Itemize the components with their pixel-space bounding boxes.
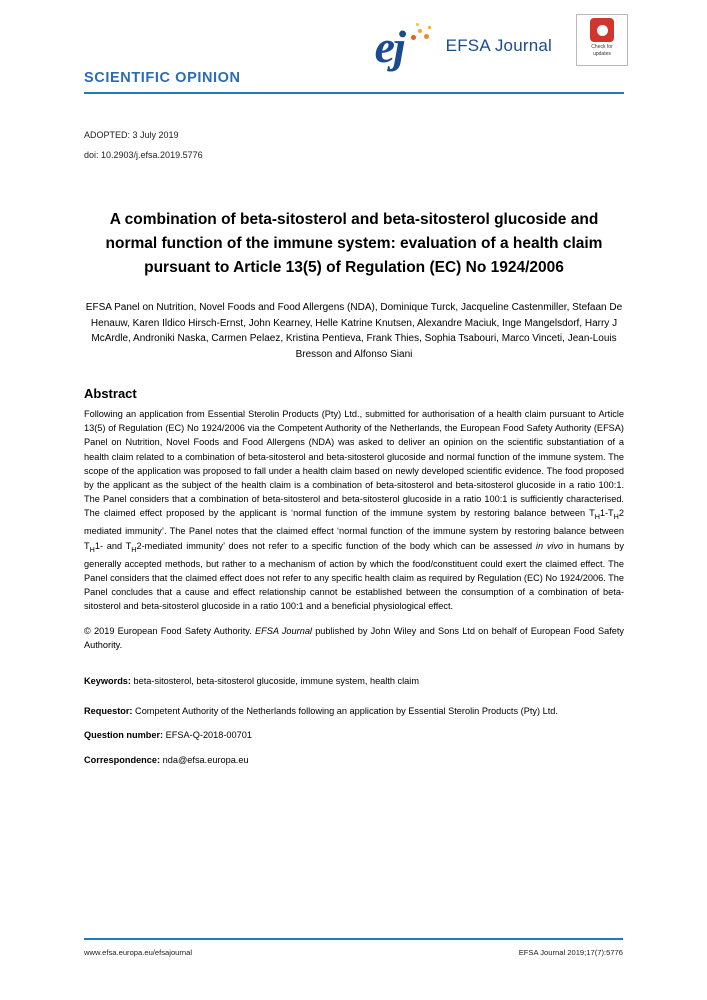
page-footer xyxy=(84,938,623,957)
correspondence-label: Correspondence: xyxy=(84,754,161,765)
keywords-value: beta-sitosterol, beta-sitosterol glucoside, immune system, health claim xyxy=(130,675,419,686)
copyright-segment-2: published by John Wiley and Sons Ltd on behalf of European Food Safety Authority. xyxy=(84,625,625,650)
question-number-value: EFSA-Q-2018-00701 xyxy=(163,730,252,741)
footer-rule xyxy=(84,938,623,940)
page-header xyxy=(84,0,624,104)
abstract-text xyxy=(84,407,624,614)
correspondence-line xyxy=(84,753,624,767)
requestor-value: Competent Authority of the Netherlands following an application by Essential Sterolin Products (Pty) Ltd. xyxy=(132,706,558,717)
abstract-segment-5: . The Panel notes that the claimed effect xyxy=(163,526,337,537)
abstract-segment-10: in humans by generally accepted methods, but rather to a mechanism of action by which the food/constituent could exert the claimed effect. The Panel considers that the claimed effect does not refer to any specific health claim as required by Regulation (EC) No 1924/2006. The Panel concludes that a cause and effect relationship cannot be established between the consumption of a combination of beta-sitosterol and beta-sitosterol glucoside in a ratio 100:1 and a beneficial physiological effect. xyxy=(84,540,624,612)
abstract-heading: Abstract xyxy=(84,386,137,401)
abstract-segment-8: 2-mediated immunity’ xyxy=(136,540,225,551)
footer-url[interactable]: www.efsa.europa.eu/efsajournal xyxy=(84,948,193,957)
keywords-line xyxy=(84,674,624,688)
crossmark-line2: updates xyxy=(593,50,611,57)
efsa-journal-logo xyxy=(375,22,552,70)
doi[interactable]: doi: 10.2903/j.efsa.2019.5776 xyxy=(84,150,203,160)
article-meta xyxy=(84,126,624,164)
abstract-segment-7: 1- and T xyxy=(94,540,132,551)
journal-name: EFSA Journal xyxy=(445,36,552,55)
logo-dots-icon xyxy=(409,22,435,44)
abstract-segment-6: ‘normal function of the immune system by restoring balance between T xyxy=(84,526,625,551)
footer-citation: EFSA Journal 2019;17(7):5776 xyxy=(518,948,623,957)
abstract-italic-invivo: in vivo xyxy=(535,540,564,551)
correspondence-email[interactable]: nda@efsa.europa.eu xyxy=(160,754,249,765)
abstract-segment-2: ‘normal function of the immune system by restoring balance between T xyxy=(291,508,595,519)
page-content xyxy=(84,0,624,1000)
crossmark-badge[interactable] xyxy=(576,14,628,66)
article-type: SCIENTIFIC OPINION xyxy=(84,70,241,86)
keywords-label: Keywords: xyxy=(84,675,131,686)
copyright-text xyxy=(84,624,624,652)
requestor-line xyxy=(84,704,624,718)
abstract-segment-4: 2 mediated immunity’ xyxy=(84,508,624,537)
abstract-segment-3: 1-T xyxy=(599,508,614,519)
ej-logo-icon xyxy=(375,22,437,70)
crossmark-icon xyxy=(590,18,614,42)
abstract-segment-1: Following an application from Essential Sterolin Products (Pty) Ltd., submitted for authorisation of a health claim pursuant to Article 13(5) of Regulation (EC) No 1924/2006 via the Competent Authority of the Netherlands, the European Food Safety Authority (EFSA) Panel on Nutrition, Novel Foods and Food Allergens (NDA) was asked to deliver an opinion on the scientific substantiation of a health claim related to a combination of beta-sitosterol and beta-sitosterol glucoside and normal function of the immune system. The scope of the application was proposed to fall under a health claim based on newly developed scientific evidence. The food proposed by the applicant as the subject of the health claim is a combination of beta-sitosterol and beta-sitosterol glucoside in a ratio 100:1. The Panel considers that a combination of beta-sitosterol and beta-sitosterol glucoside in a ratio 100:1 is sufficiently characterised. The claimed effect proposed by the applicant is xyxy=(84,409,624,519)
header-rule xyxy=(84,92,624,94)
adopted-date: ADOPTED: 3 July 2019 xyxy=(84,130,179,140)
question-number-line xyxy=(84,728,624,742)
abstract-sub-2: H xyxy=(613,512,619,522)
page-title: A combination of beta-sitosterol and beta-sitosterol glucoside and normal function of the immune system: evaluation of a health claim pursuant to Article 13(5) of Regulation (EC) No 1924/2006 xyxy=(105,211,603,276)
copyright-journal-name: EFSA Journal xyxy=(254,625,312,636)
author-list: EFSA Panel on Nutrition, Novel Foods and Food Allergens (NDA), Dominique Turck, Jacqueline Castenmiller, Stefaan De Henauw, Karen Ildico Hirsch-Ernst, John Kearney, Helle Katrine Knutsen, Alexandre Maciuk, Inge Mangelsdorf, Harry J McArdle, Androniki Naska, Carmen Pelaez, Kristina Pentieva, Frank Thies, Sophia Tsabouri, Marco Vinceti, Jean-Louis Bresson and Alfonso Siani xyxy=(85,302,623,360)
abstract-sub-1: H xyxy=(594,512,600,522)
abstract-sub-4: H xyxy=(131,544,137,554)
abstract-sub-3: H xyxy=(89,544,95,554)
abstract-segment-9: does not refer to a specific function of the body which can be assessed xyxy=(224,540,536,551)
requestor-label: Requestor: xyxy=(84,706,133,717)
ej-monogram: ej xyxy=(374,21,404,72)
crossmark-line1: Check for xyxy=(591,44,613,50)
question-number-label: Question number: xyxy=(84,730,164,741)
copyright-segment-1: © 2019 European Food Safety Authority. xyxy=(84,625,255,636)
